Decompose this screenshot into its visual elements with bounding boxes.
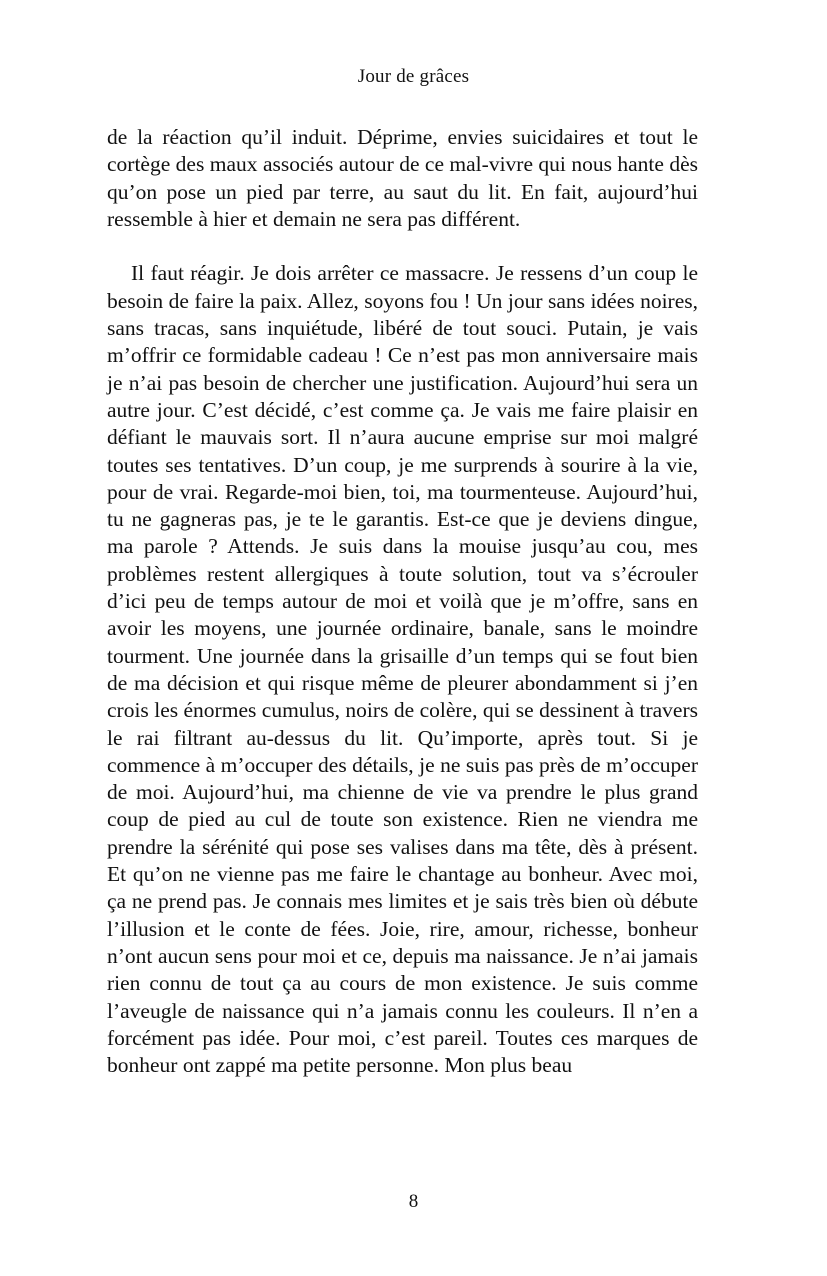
paragraph-continued: de la réaction qu’il induit. Déprime, envies suicidaires et tout le cortège des maux associés autour de ce mal-vivre qui nous hante dès qu’on pose un pied par terre, au saut du lit. En fait, aujourd’hui ressemble à hier et demain ne sera pas différent.: [107, 125, 698, 231]
body-text: [107, 124, 698, 1079]
paragraph: Il faut réagir. Je dois arrêter ce massacre. Je ressens d’un coup le besoin de faire la paix. Allez, soyons fou ! Un jour sans idées noires, sans tracas, sans inquiétude, libéré de tout souci. Putain, je vais m’offrir ce formidable cadeau ! Ce n’est pas mon anniversaire mais je n’ai pas besoin de chercher une justification. Aujourd’hui sera un autre jour. C’est décidé, c’est comme ça. Je vais me faire plaisir en défiant le mauvais sort. Il n’aura aucune emprise sur moi malgré toutes ses tentatives. D’un coup, je me surprends à sourire à la vie, pour de vrai. Regarde-moi bien, toi, ma tourmenteuse. Aujourd’hui, tu ne gagneras pas, je te le garantis. Est-ce que je deviens dingue, ma parole ? Attends. Je suis dans la mouise jusqu’au cou, mes problèmes restent allergiques à toute solution, tout va s’écrouler d’ici peu de temps autour de moi et voilà que je m’offre, sans en avoir les moyens, une journée ordinaire, banale, sans le moindre tourment. Une journée dans la grisaille d’un temps qui se fout bien de ma décision et qui risque même de pleurer abondamment si j’en crois les énormes cumulus, noirs de colère, qui se dessinent à travers le rai filtrant au-dessus du lit. Qu’importe, après tout. Si je commence à m’occuper des détails, je ne suis pas près de m’occuper de moi. Aujourd’hui, ma chienne de vie va prendre le plus grand coup de pied au cul de toute son existence. Rien ne viendra me prendre la sérénité qui pose ses valises dans ma tête, dès à présent. Et qu’on ne vienne pas me faire le chantage au bonheur. Avec moi, ça ne prend pas. Je connais mes limites et je sais très bien où débute l’illusion et le conte de fées. Joie, rire, amour, richesse, bonheur n’ont aucun sens pour moi et ce, depuis ma naissance. Je n’ai jamais rien connu de tout ça au cours de mon existence. Je suis comme l’aveugle de naissance qui n’a jamais connu les couleurs. Il n’en a forcément pas idée. Pour moi, c’est pareil. Toutes ces marques de bonheur ont zappé ma petite personne. Mon plus beau: [107, 261, 698, 1078]
running-header: Jour de grâces: [357, 66, 470, 87]
page-number: 8: [408, 1191, 419, 1212]
